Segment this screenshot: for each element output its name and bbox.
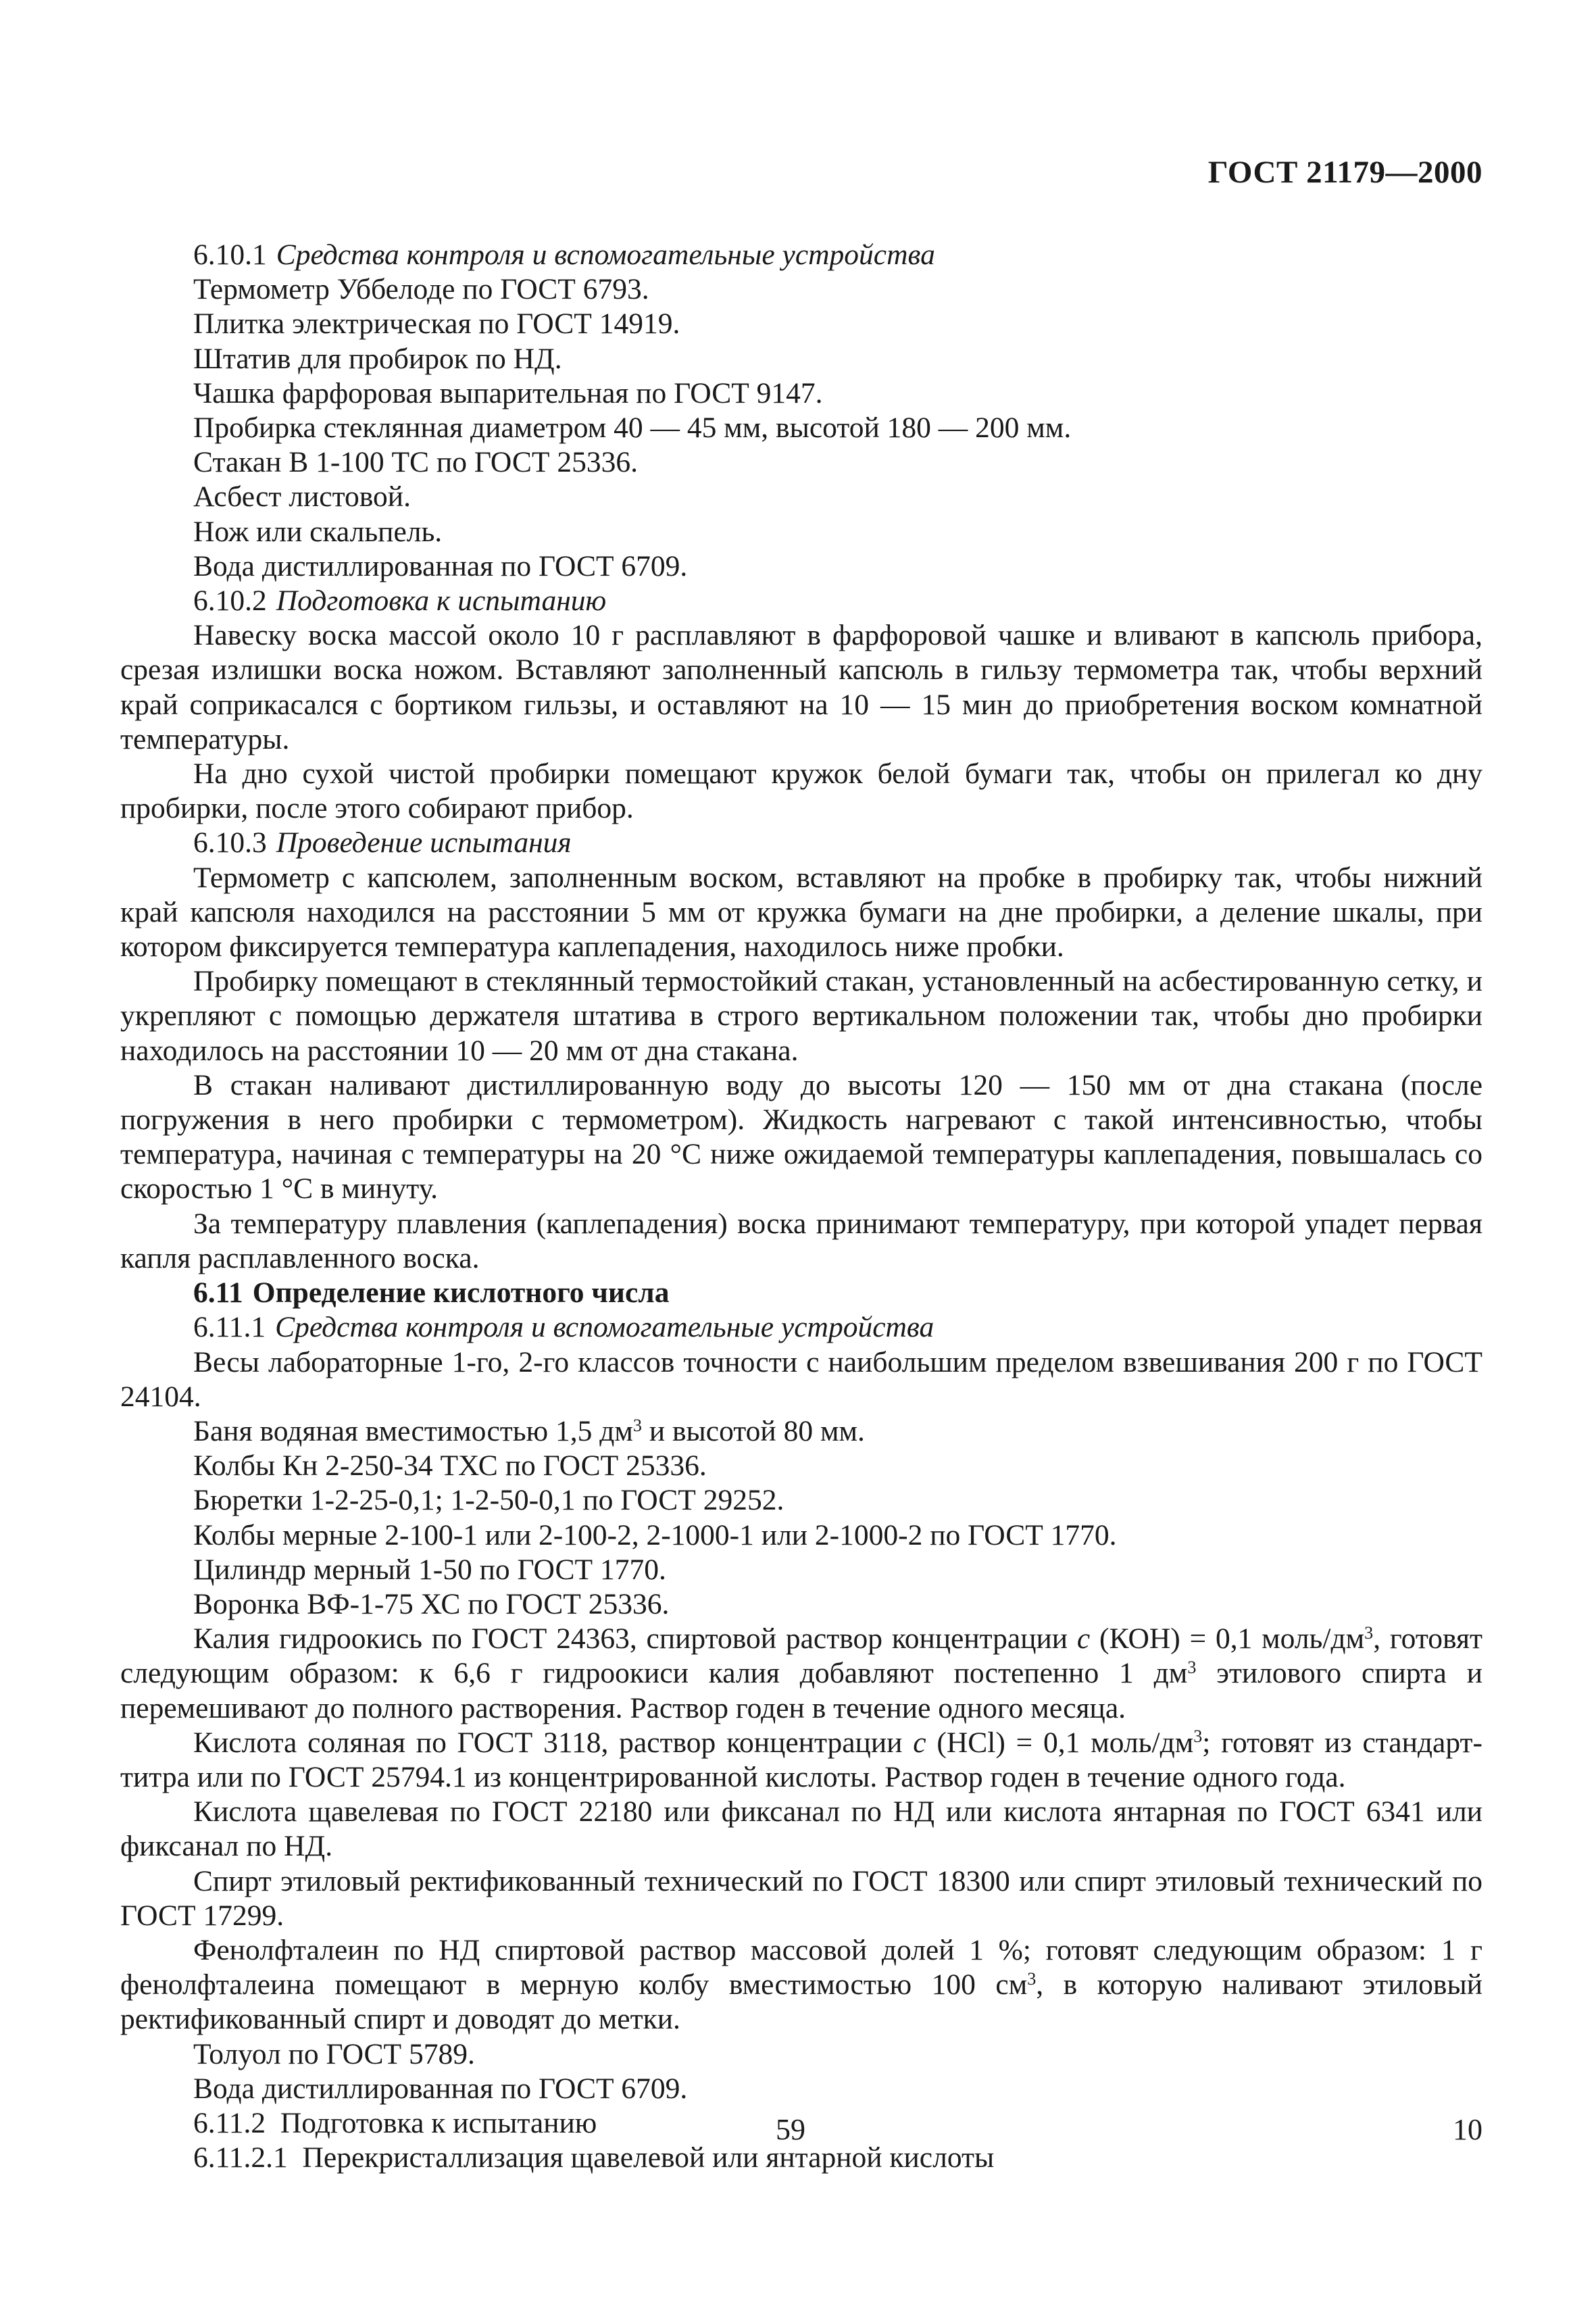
- section-title: Средства контроля и вспомогательные устройства: [276, 239, 935, 271]
- list-item: Стакан В 1-100 ТС по ГОСТ 25336.: [193, 446, 638, 479]
- text-run: (КОН) = 0,1 моль/дм: [1090, 1622, 1365, 1656]
- paragraph: Пробирку помещают в стеклянный термостойкий стакан, установленный на асбестированную сетку, и укрепляют с помощью держателя штатива в строго вертикальном положении так, чтобы дно пробирки находилось на расстоянии 10 — 20 мм от дна стакана.: [120, 965, 1482, 1067]
- section-6-11-2-heading: 6.11.2 Подготовка к испытанию: [193, 2106, 597, 2139]
- list-item: Воронка ВФ-1-75 ХС по ГОСТ 25336.: [193, 1587, 670, 1620]
- superscript: 3: [1027, 1968, 1037, 1989]
- list-item: Колбы Кн 2-250-34 ТХС по ГОСТ 25336.: [193, 1449, 707, 1483]
- list-item: Плитка электрическая по ГОСТ 14919.: [193, 307, 680, 341]
- text-run: Фенолфталеин по НД спиртовой раствор массовой долей 1 %; готовят следующим образом: 1 г фенолфталеина помещают в мерную колбу вместимостью 100 см: [120, 1933, 1482, 2001]
- section-title: Средства контроля и вспомогательные устройства: [275, 1311, 934, 1344]
- document-body: [120, 238, 1482, 2175]
- section-number: 6.11: [193, 1276, 243, 1310]
- paragraph: [120, 1726, 1482, 1795]
- text-run: Кислота соляная по ГОСТ 3118, раствор концентрации: [193, 1726, 914, 1759]
- paragraph: На дно сухой чистой пробирки помещают кружок белой бумаги так, чтобы он прилегал ко дну пробирки, после этого собирают прибор.: [120, 757, 1482, 825]
- text-run: ; готовят из стандарт-титра или по ГОСТ 25794.1 из концентрированной кислоты. Раствор годен в течение одного года.: [120, 1726, 1482, 1793]
- page-number-center: 59: [776, 2113, 805, 2146]
- list-item: Пробирка стеклянная диаметром 40 — 45 мм, высотой 180 — 200 мм.: [193, 412, 1072, 445]
- section-title: Определение кислотного числа: [252, 1276, 670, 1310]
- list-item: Штатив для пробирок по НД.: [193, 342, 562, 375]
- superscript: 3: [632, 1415, 642, 1435]
- paragraph: За температуру плавления (каплепадения) воска принимают температуру, при которой упадет первая капля расплавленного воска.: [120, 1207, 1482, 1274]
- section-6-10-1-heading: [120, 238, 1482, 272]
- text-run: этилового спирта и перемешивают до полного растворения. Раствор годен в течение одного месяца.: [120, 1657, 1482, 1724]
- superscript: 3: [1364, 1622, 1374, 1643]
- paragraph: В стакан наливают дистиллированную воду до высоты 120 — 150 мм от дна стакана (после погружения в него пробирки с термометром). Жидкость нагревают с такой интенсивностью, чтобы температура, начиная с температуры на 20 °С ниже ожидаемой температуры каплепадения, повышалась со скоростью 1 °С в минуту.: [120, 1068, 1482, 1205]
- text-run: Калия гидроокись по ГОСТ 24363, спиртовой раствор концентрации: [193, 1622, 1077, 1656]
- text-run: , в которую наливают этиловый ректификованный спирт и доводят до метки.: [120, 1968, 1482, 2036]
- section-number: 6.10.2: [193, 584, 267, 618]
- text-run: и высотой 80 мм.: [641, 1414, 865, 1447]
- superscript: 3: [1193, 1726, 1203, 1747]
- section-title: Подготовка к испытанию: [276, 584, 607, 618]
- list-item: [120, 1414, 1482, 1449]
- section-6-10-3-heading: [120, 826, 1482, 860]
- list-item: Термометр Уббелоде по ГОСТ 6793.: [193, 273, 649, 306]
- text-run: , готовят следующим образом: к 6,6 г гидроокиси калия добавляют постепенно 1 дм: [120, 1622, 1483, 1690]
- list-item: Чашка фарфоровая выпарительная по ГОСТ 9147.: [193, 376, 823, 409]
- section-number: 6.10.3: [193, 826, 267, 860]
- superscript: 3: [1187, 1657, 1197, 1677]
- list-item: Нож или скальпель.: [193, 515, 443, 548]
- paragraph: Термометр с капсюлем, заполненным воском, вставляют на пробке в пробирку так, чтобы нижний край капсюля находился на расстоянии 5 мм от кружка бумаги на дне пробирки, а деление шкалы, при котором фиксируется температура каплепадения, находилось ниже пробки.: [120, 861, 1482, 964]
- section-6-10-2-heading: [120, 584, 1482, 618]
- text-run: (HCl) = 0,1 моль/дм: [926, 1726, 1194, 1759]
- page-number-right: 10: [1453, 2113, 1482, 2146]
- list-item: Вода дистиллированная по ГОСТ 6709.: [193, 2072, 688, 2105]
- section-6-11-1-heading: [120, 1310, 1482, 1345]
- list-item: Вода дистиллированная по ГОСТ 6709.: [193, 549, 688, 582]
- list-item: Бюретки 1-2-25-0,1; 1-2-50-0,1 по ГОСТ 29252.: [193, 1484, 784, 1517]
- list-item: Цилиндр мерный 1-50 по ГОСТ 1770.: [193, 1553, 666, 1586]
- section-6-11-heading: [120, 1276, 1482, 1310]
- paragraph: [120, 1933, 1482, 2037]
- paragraph: Спирт этиловый ректификованный технический по ГОСТ 18300 или спирт этиловый технический по ГОСТ 17299.: [120, 1864, 1482, 1932]
- list-item: Асбест листовой.: [193, 480, 411, 514]
- text-run: Баня водяная вместимостью 1,5 дм: [193, 1414, 633, 1447]
- section-number: 6.10.1: [193, 239, 267, 271]
- section-title: Проведение испытания: [276, 826, 572, 860]
- list-item: Весы лабораторные 1-го, 2-го классов точности с наибольшим пределом взвешивания 200 г по ГОСТ 24104.: [120, 1345, 1482, 1413]
- section-6-11-2-1-heading: 6.11.2.1 Перекристаллизация щавелевой или янтарной кислоты: [193, 2141, 995, 2174]
- variable-c: c: [913, 1726, 926, 1759]
- list-item: Колбы мерные 2-100-1 или 2-100-2, 2-1000-1 или 2-1000-2 по ГОСТ 1770.: [193, 1518, 1117, 1551]
- paragraph: [120, 1622, 1482, 1726]
- list-item: Толуол по ГОСТ 5789.: [193, 2037, 475, 2070]
- paragraph: Кислота щавелевая по ГОСТ 22180 или фиксанал по НД или кислота янтарная по ГОСТ 6341 или фиксанал по НД.: [120, 1795, 1482, 1863]
- section-number: 6.11.1: [193, 1311, 266, 1344]
- paragraph: Навеску воска массой около 10 г расплавляют в фарфоровой чашке и вливают в капсюль прибора, срезая излишки воска ножом. Вставляют заполненный капсюль в гильзу термометра так, чтобы верхний край соприкасался с бортиком гильзы, и оставляют на 10 — 15 мин до приобретения воском комнатной температуры.: [120, 619, 1482, 755]
- variable-c: c: [1076, 1622, 1091, 1656]
- document-standard-number: ГОСТ 21179—2000: [1207, 155, 1482, 190]
